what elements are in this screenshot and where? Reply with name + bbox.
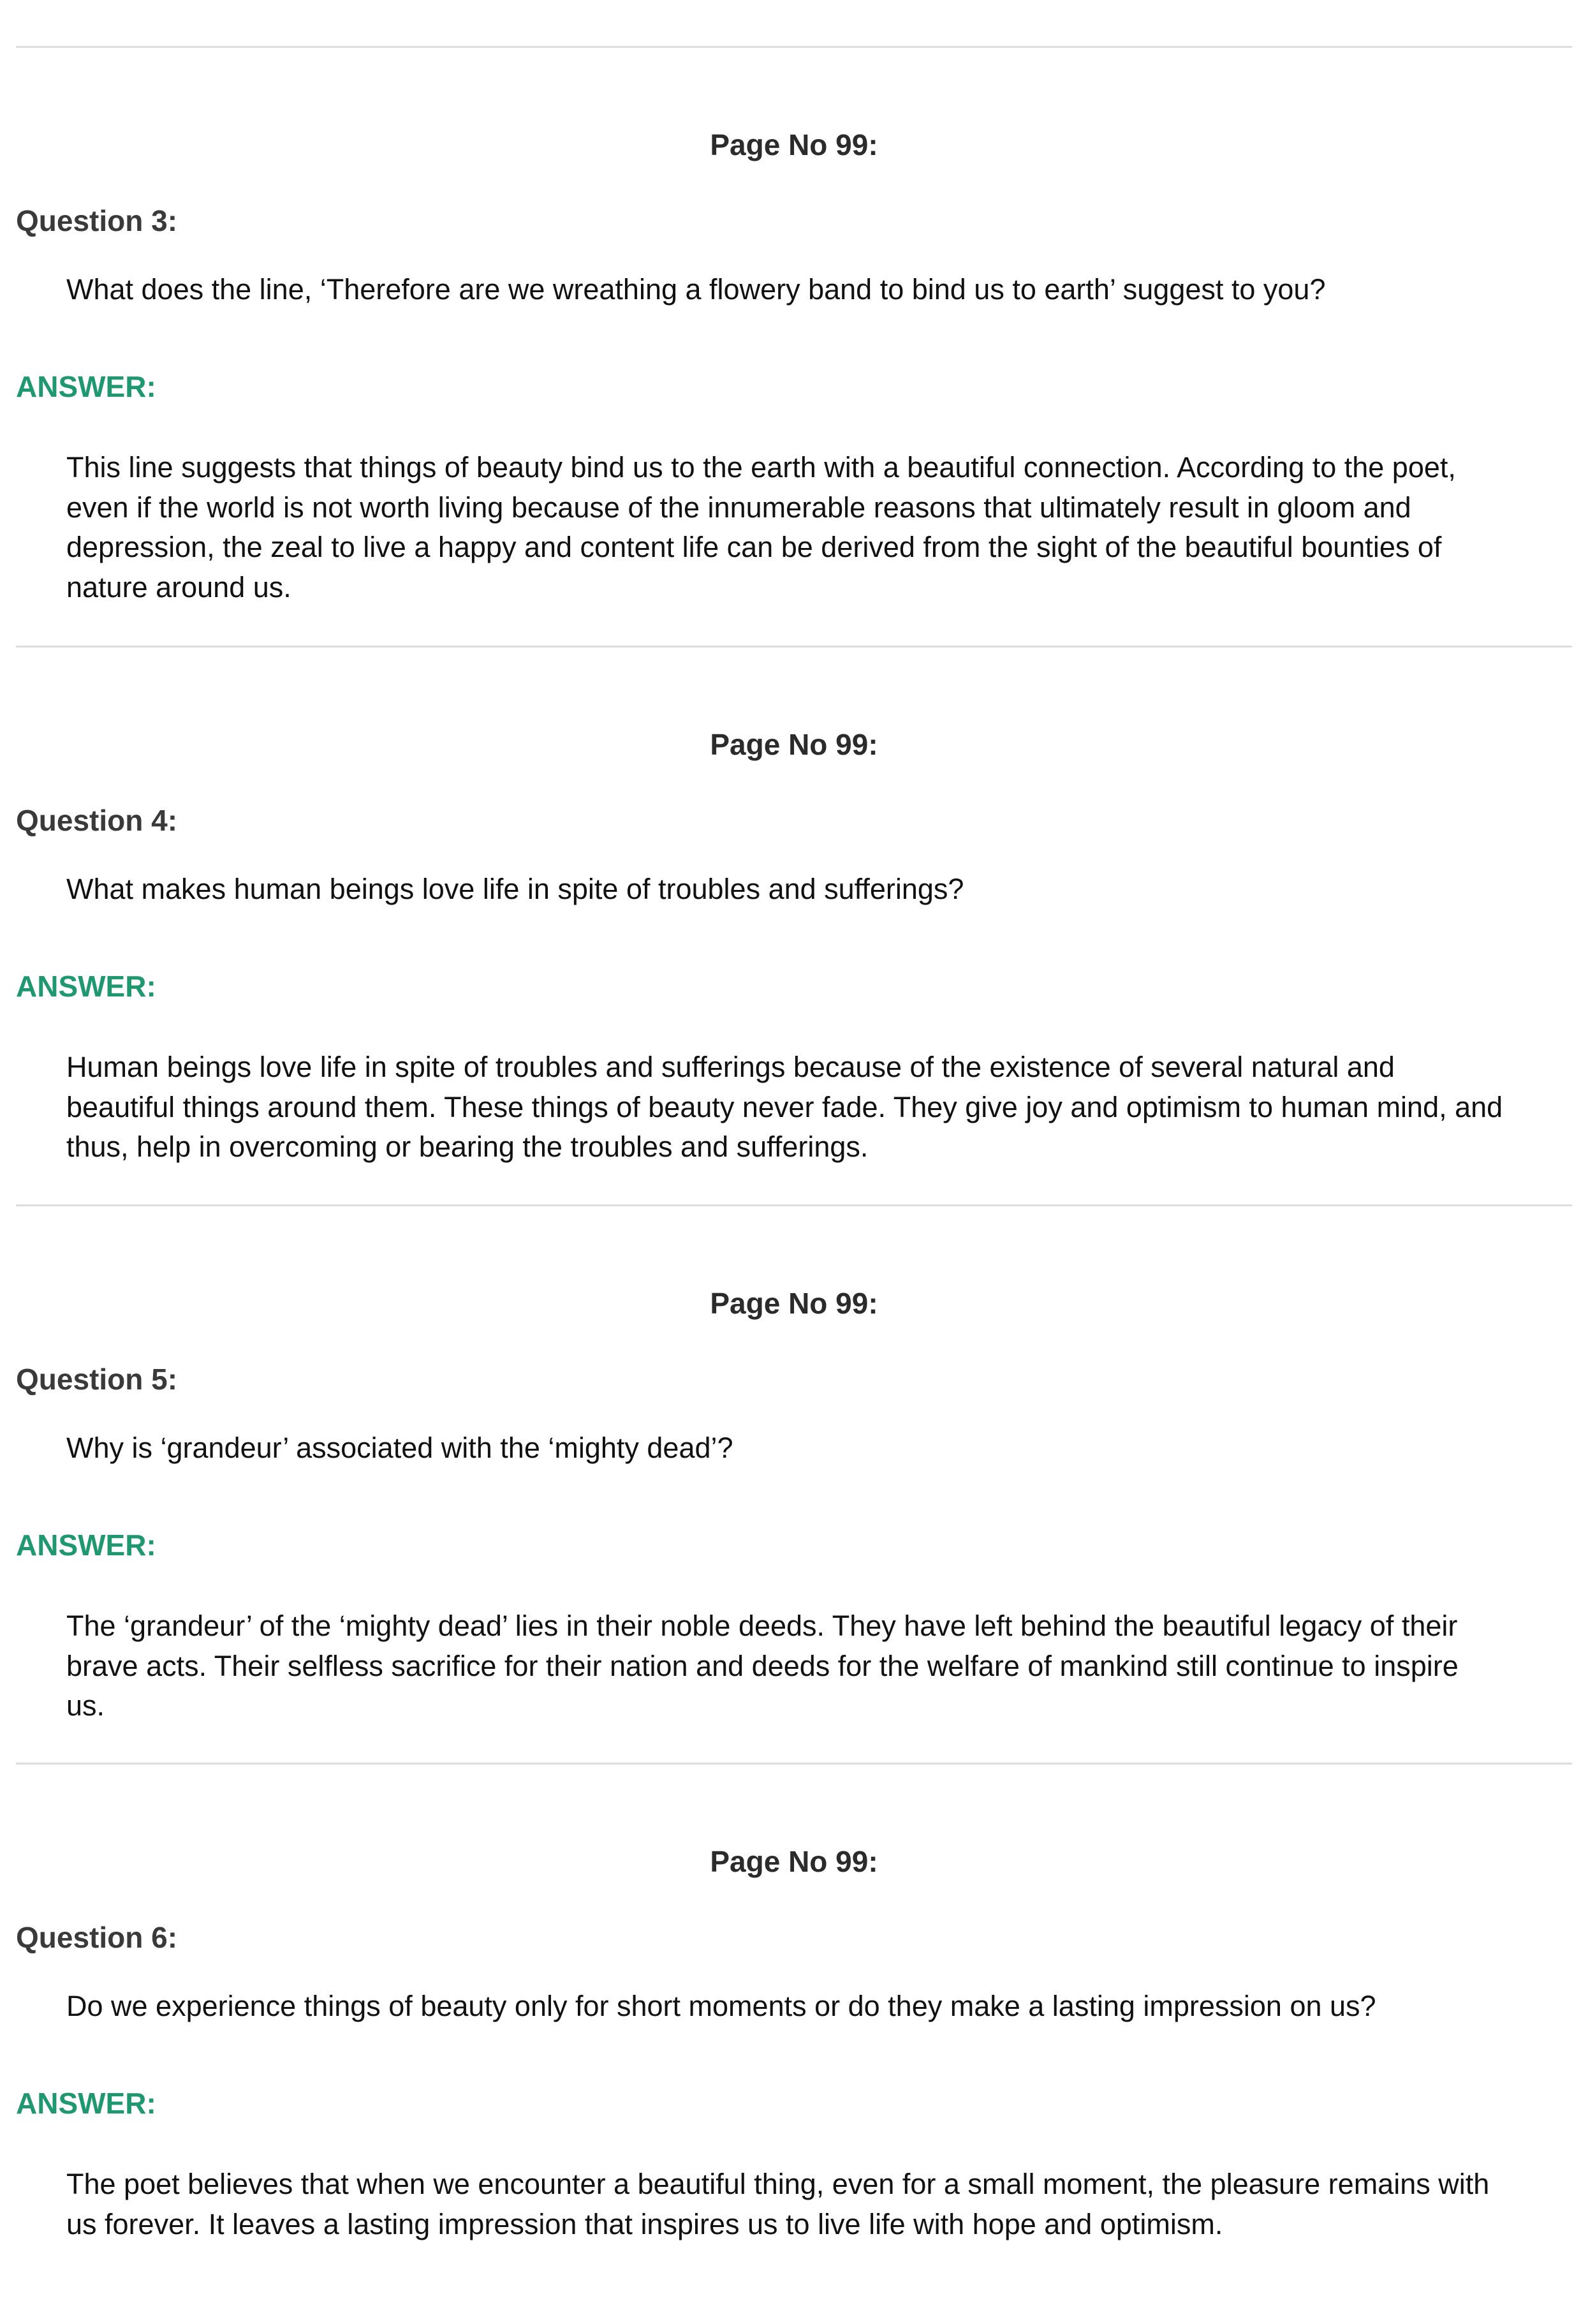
section-divider bbox=[16, 1204, 1572, 1206]
question-block-4 bbox=[16, 646, 1572, 1207]
section-divider bbox=[16, 646, 1572, 648]
answer-text bbox=[66, 1047, 1581, 1167]
answer-heading: ANSWER: bbox=[16, 2087, 156, 2120]
answer-line: beautiful things around them. These things of beauty never fade. They give joy and optimism to human mind, and bbox=[66, 1090, 1503, 1123]
question-heading: Question 5: bbox=[16, 1363, 178, 1396]
answer-text bbox=[66, 448, 1581, 607]
answer-heading: ANSWER: bbox=[16, 970, 156, 1003]
question-heading: Question 4: bbox=[16, 804, 178, 837]
answer-line: brave acts. Their selfless sacrifice for their nation and deeds for the welfare of mankind still continue to inspire bbox=[66, 1649, 1459, 1682]
page-number-heading: Page No 99: bbox=[710, 728, 878, 761]
answer-line: even if the world is not worth living because of the innumerable reasons that ultimately result in gloom and bbox=[66, 491, 1411, 524]
answer-line: nature around us. bbox=[66, 570, 291, 603]
question-heading: Question 6: bbox=[16, 1921, 178, 1954]
question-text: Why is ‘grandeur’ associated with the ‘mighty dead’? bbox=[66, 1432, 733, 1464]
question-block-3 bbox=[16, 46, 1572, 607]
question-block-5 bbox=[16, 1204, 1572, 1766]
page-number-heading: Page No 99: bbox=[710, 128, 878, 161]
answer-heading: ANSWER: bbox=[16, 370, 156, 403]
question-text: Do we experience things of beauty only for short moments or do they make a lasting impression on us? bbox=[66, 1990, 1376, 2022]
answer-heading: ANSWER: bbox=[16, 1528, 156, 1562]
answer-line: thus, help in overcoming or bearing the troubles and sufferings. bbox=[66, 1130, 869, 1163]
section-divider bbox=[16, 46, 1572, 48]
question-text: What does the line, ‘Therefore are we wreathing a flowery band to bind us to earth’ suggest to you? bbox=[66, 273, 1326, 306]
answer-line: The poet believes that when we encounter a beautiful thing, even for a small moment, the pleasure remains with bbox=[66, 2168, 1490, 2200]
answer-line: us forever. It leaves a lasting impression that inspires us to live life with hope and optimism. bbox=[66, 2207, 1223, 2240]
answer-line: us. bbox=[66, 1689, 105, 1722]
answer-line: The ‘grandeur’ of the ‘mighty dead’ lies in their noble deeds. They have left behind the beautiful legacy of their bbox=[66, 1610, 1458, 1642]
question-text: What makes human beings love life in spite of troubles and sufferings? bbox=[66, 873, 964, 905]
answer-line: depression, the zeal to live a happy and content life can be derived from the sight of the beautiful bounties of bbox=[66, 531, 1442, 563]
section-divider bbox=[16, 1763, 1572, 1765]
answer-line: Human beings love life in spite of troubles and sufferings because of the existence of several natural and bbox=[66, 1051, 1395, 1083]
question-block-6 bbox=[16, 1763, 1572, 2324]
answer-line: This line suggests that things of beauty bind us to the earth with a beautiful connection. According to the poet, bbox=[66, 451, 1456, 484]
answer-text bbox=[66, 1606, 1581, 1726]
page-number-heading: Page No 99: bbox=[710, 1845, 878, 1878]
answer-text bbox=[66, 2165, 1581, 2244]
page-number-heading: Page No 99: bbox=[710, 1287, 878, 1320]
question-heading: Question 3: bbox=[16, 204, 178, 237]
